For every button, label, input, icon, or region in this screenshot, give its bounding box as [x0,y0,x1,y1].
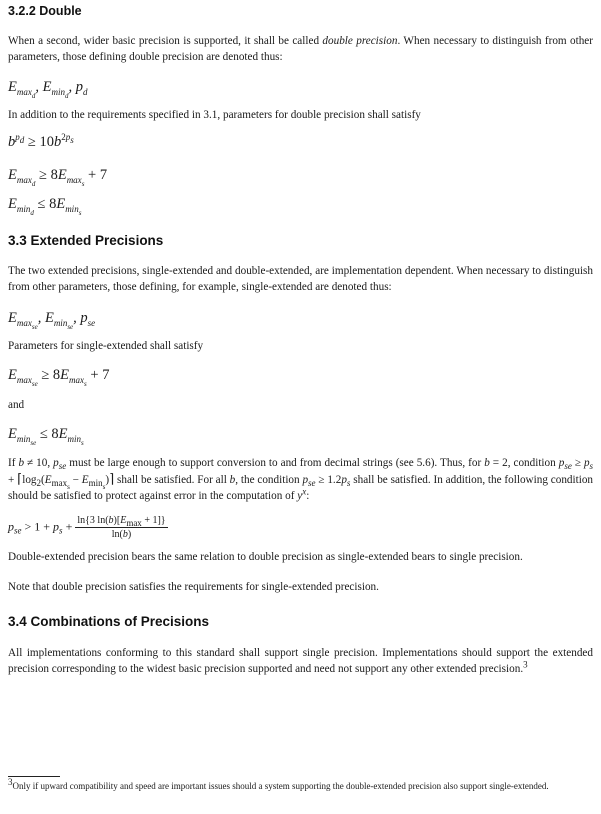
paragraph-double-definition: When a second, wider basic precision is supported, it shall be called double precision. When necessary to distinguish from other parameters, those defining double precision are denoted thus: [8,35,593,63]
equation-double-params: $E_{max_d}$, $E_{min_d}$, $p_d$ [8,79,88,100]
footnote-divider [8,776,60,777]
section-heading-combinations: 3.4 Combinations of Precisions [8,614,210,629]
paragraph-double-satisfies-single-extended: Note that double precision satisfies the requirements for single-extended precision. [8,581,379,593]
paragraph-double-requirements: In addition to the requirements specified in 3.1, parameters for double precision shall satisfy [8,109,421,121]
equation-single-extended-emin-bound: $E_{min_{se}} \le 8E_{min_s}$ [8,426,84,447]
footnote-mark: 3 [8,777,13,787]
equation-single-extended-params: $E_{max_{se}}$, $E_{min_{se}}$, $p_{se}$ [8,310,96,331]
equation-single-extended-emax-bound: $E_{max_{se}} \ge 8E_{max_s} + 7$ [8,367,110,388]
equation-double-emin-bound: $E_{min_d} \le 8E_{min_s}$ [8,196,82,217]
footnote: $^3$Only if upward compatibility and speed are important issues should a system supporting the double-extended precision also support single-extended. [8,777,549,791]
equation-double-emax-bound: $E_{max_d} \ge 8E_{max_s} + 7$ [8,167,108,188]
paragraph-double-extended-relation: Double-extended precision bears the same relation to double precision as single-extended bears to single precision. [8,551,523,563]
section-heading-extended: 3.3 Extended Precisions [8,233,164,248]
paragraph-single-extended-requirements: Parameters for single-extended shall satisfy [8,340,204,352]
paragraph-decimal-conversion: If b ≠ 10, $p_{se}$ must be large enough to support conversion to and from decimal strings (see 5.6). Thus, for b = 2, condition $p_{se} \ge p_s$ + $⌈\log_2(E_{max_s}$ − $E_{min_s})⌉$ shall be satisfied. For all b, the condition $p_{se} \ge 1.2p_s$ shall be satisfied. In addition, the following condition should be satisfied to protect against error in the computation of $y^x$: [8,457,594,502]
section-heading-double: 3.2.2 Double [8,4,82,18]
paragraph-and: and [8,399,25,411]
paragraph-extended-definition: The two extended precisions, single-extended and double-extended, are implementation dependent. When necessary to distinguish from other parameters, those defining, for example, single-extended are denoted thus: [8,265,593,293]
paragraph-combinations: All implementations conforming to this standard shall support single precision. Implementations should support the extended precision corresponding to the widest basic precision supported and need not support any other extended precision.$^3$ [8,647,593,675]
footnote-reference: 3 [523,659,528,670]
equation-double-precision-bound: $b^{p_d} \ge 10b^{2p_s}$ [8,132,74,150]
equation-error-protection-condition: $p_{se} > 1 + p_s$ + $\frac{\ln\{3 \ln(b)[E_{max} + 1]\}}{\ln(b)}$ [8,515,166,540]
